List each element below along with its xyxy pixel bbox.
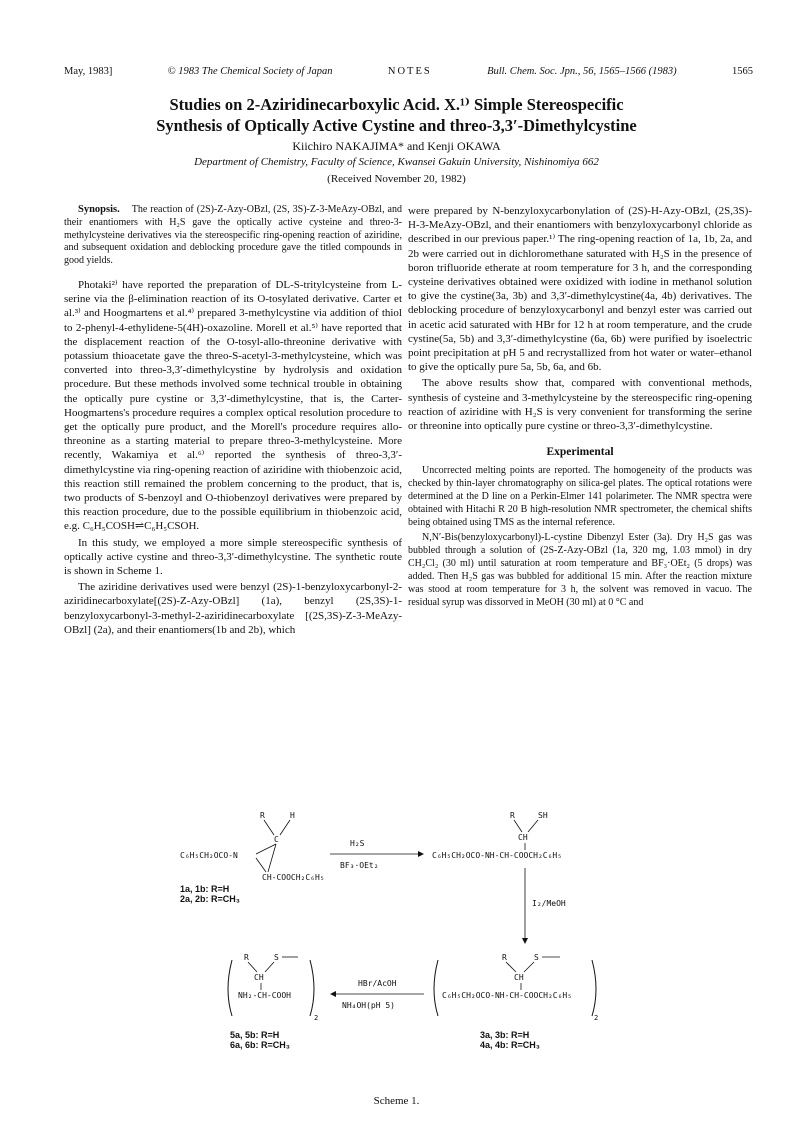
reagent-hbr: HBr/AcOH — [358, 979, 397, 988]
amino-acid-s: S — [274, 953, 279, 962]
aziridine-h: H — [290, 811, 295, 820]
affiliation: Department of Chemistry, Faculty of Science, Kwansei Gakuin University, Nishinomiya 662 — [194, 156, 599, 168]
header-citation: Bull. Chem. Soc. Jpn., 56, 1565–1566 (1983) — [487, 66, 677, 77]
right-column — [408, 204, 752, 611]
label-1a-1b: 1a, 1b: R=H — [180, 884, 230, 894]
running-header — [64, 66, 753, 77]
body-paragraph: Photaki²⁾ have reported the preparation of DL-S-tritylcysteine from L-serine via the β-elimination reaction of its O-tosylated derivative. Carter et al.³⁾ and Hoogmartens et al.⁴⁾ prepared 3-methylcystine via addition of thiol to 2-phenyl-4-ethylidene-5(4H)-oxazoline. Morell et al.⁵⁾ have reported that the displacement reaction of the O-tosyl-allo-threonine derivative with potassium thioacetate gave the threo-S-acetyl-3-methylcysteine, which was converted into threo-3,3′-dimethylcystine by hydrolysis and oxidation procedure. But these methods involved some technical trouble in obtaining the optically pure cystine or 3,3′-dimethylcystine, that is, the Carter-Hoogmartens's procedure requires a complex optical resolution procedure to get the optically pure product, and the Morell's procedure requires allo-threonine as a starting material to prepare threo-3-methylcysteine. More recently, Wakamiya et al.⁶⁾ reported the synthesis of threo-3,3′-dimethylcystine via ring-opening reaction of aziridine with thiobenzoic acid, this reaction still remained the problem concerning to the product, that is, two products of S-benzoyl and O-thiobenzoyl derivatives were prepared by this reaction procedure, due to the possible equilibrium in thiobenzoic acid, e.g. C₆H₅COSH⇌C₆H₅CSOH. — [64, 278, 402, 533]
header-page-number: 1565 — [731, 66, 753, 77]
title-line-2: Synthesis of Optically Active Cystine and threo-3,3′-Dimethylcystine — [156, 116, 637, 135]
experimental-section — [408, 465, 752, 609]
received-date: (Received November 20, 1982) — [327, 173, 466, 185]
left-column — [64, 204, 402, 639]
reagent-h2s: H₂S — [350, 839, 365, 848]
body-paragraph: The above results show that, compared with conventional methods, synthesis of cysteine and 3-methylcysteine by the stereospecific ring-opening reaction of aziridine with H₂S is very convenient for transforming the serine or threonine into optically pure cystine or threo-3,3′-dimethylcystine. — [408, 377, 752, 433]
label-5a-5b: 5a, 5b: R=H — [230, 1030, 280, 1040]
authors: Kiichiro NAKAJIMA* and Kenji OKAWA — [292, 139, 501, 153]
scheme-1-diagram — [180, 810, 600, 1100]
reagent-iodine: I₂/MeOH — [532, 899, 566, 908]
body-paragraph: were prepared by N-benzyloxycarbonylation of (2S)-H-Azy-OBzl, (2S,3S)-H-3-MeAzy-OBzl, and their enantiomers with benzyloxycarbonyl chloride as described in our previous paper.¹⁾ The ring-opening reaction of 1a, 1b, 2a, and 2b were carried out in dichloromethane saturated with H₂S in the presence of boron trifluoride etherate at room temperature for 3 h, and the corresponding cysteine derivatives obtained were oxidized with iodine in methanol solution to give the cystine(3a, 3b) and 3,3′-dimethylcystine(4a, 4b) derivatives. The deblocking procedure of benzyloxycarbonyl and benzyl ester was carried out in acetic acid saturated with HBr for 12 h at room temperature, and the crude cystine(5a, 5b) and 3,3′-dimethylcystine (6a, 6b) were purified by isoelectric point precipitation at pH 5 and recrystallized from hot water or water–ethanol to give the optically pure 5a, 5b, 6a, and 6b. — [408, 205, 752, 374]
scheme-caption: Scheme 1. — [373, 1095, 420, 1107]
experimental-heading: Experimental — [546, 446, 614, 459]
aziridine-r: R — [260, 811, 265, 820]
experimental-paragraph: Uncorrected melting points are reported. The homogeneity of the products was checked by thin-layer chromatography on silica-gel plates. The optical rotations were determined at the D line on a Perkin-Elmer 141 polarimeter. The NMR spectra were obtained with Hitachi R 20 B high-resolution NMR spectrometer, the chemical shifts being obtained using TMS as the internal reference. — [408, 465, 752, 529]
disulfide-r: R — [502, 953, 507, 962]
label-2a-2b: 2a, 2b: R=CH₃ — [180, 894, 240, 904]
title-line-1: Studies on 2-Aziridinecarboxylic Acid. X.¹⁾ Simple Stereospecific — [169, 95, 624, 114]
label-6a-6b: 6a, 6b: R=CH₃ — [230, 1040, 290, 1050]
synopsis-text: The reaction of (2S)-Z-Azy-OBzl, (2S, 3S)-Z-3-MeAzy-OBzl, and their enantiomers with H₂S gave the optically active cysteine and threo-3-methylcysteine derivatives via the stereospecific ring-opening reaction of aziridine, and subsequent oxidation and deblocking procedure gave the titled compounds in good yields. — [64, 204, 402, 267]
amino-acid-ch: CH — [254, 973, 264, 982]
disulfide-subscript: 2 — [594, 1014, 599, 1022]
synopsis-label: Synopsis. — [78, 204, 120, 215]
disulfide-s: S — [534, 953, 539, 962]
paper-title — [0, 94, 793, 136]
thiol-product: C₆H₅CH₂OCO-NH-CH-COOCH₂C₆H₅ — [432, 851, 563, 860]
amino-acid-product: NH₂-CH-COOH — [238, 991, 291, 1000]
disulfide-ch: CH — [514, 973, 524, 982]
amino-acid-r: R — [244, 953, 249, 962]
thiol-sh: SH — [538, 811, 548, 820]
aziridine-n-substituent: C₆H₅CH₂OCO-N — [180, 851, 238, 860]
synopsis — [64, 204, 402, 268]
body-paragraph: The aziridine derivatives used were benzyl (2S)-1-benzyloxycarbonyl-2-aziridinecarboxylate[(2S)-Z-Azy-OBzl] (1a), benzyl (2S,3S)-1-benzyloxycarbonyl-3-methyl-2-aziridinecarboxylate [(2S,3S)-Z-3-MeAzy-OBzl] (2a), and their enantiomers(1b and 2b), which — [64, 581, 402, 636]
experimental-paragraph: N,N′-Bis(benzyloxycarbonyl)-L-cystine Dibenzyl Ester (3a). Dry H₂S gas was bubbled through a solution of (2S-Z-Azy-OBzl (1a, 320 mg, 1.03 mmol) in dry CH₂Cl₂ (30 ml) until saturation at room temperature and BF₃·OEt₂ (5 drops) was added. Then H₂S gas was bubbled for additional 15 min. After the reaction mixture was stood at room temperature for 3 h, the solvent was removed in vacuo. The residual syrup was dissorved in MeOH (30 ml) at 0 °C and — [408, 531, 752, 608]
aziridine-c: C — [274, 835, 279, 844]
reagent-nh4oh: NH₄OH(pH 5) — [342, 1001, 395, 1010]
reagent-bf3: BF₃·OEt₂ — [340, 861, 379, 870]
header-date: May, 1983] — [64, 66, 113, 77]
label-4a-4b: 4a, 4b: R=CH₃ — [480, 1040, 540, 1050]
header-copyright: © 1983 The Chemical Society of Japan — [167, 66, 333, 77]
body-paragraph: In this study, we employed a more simple stereospecific synthesis of optically active cystine and threo-3,3′-dimethylcystine. The synthetic route is shown in Scheme 1. — [64, 536, 402, 578]
label-3a-3b: 3a, 3b: R=H — [480, 1030, 530, 1040]
header-section: NOTES — [387, 66, 432, 77]
disulfide-product: C₆H₅CH₂OCO-NH-CH-COOCH₂C₆H₅ — [442, 991, 573, 1000]
amino-acid-subscript: 2 — [314, 1014, 319, 1022]
thiol-r: R — [510, 811, 515, 820]
thiol-ch: CH — [518, 833, 528, 842]
aziridine-ester: CH-COOCH₂C₆H₅ — [262, 873, 325, 882]
